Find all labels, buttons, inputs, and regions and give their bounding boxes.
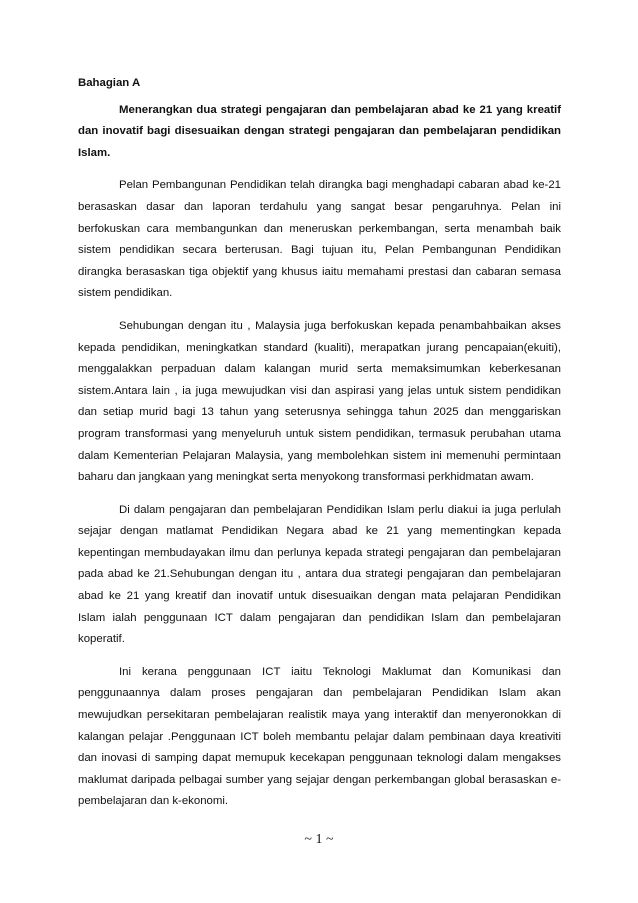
question-text: Menerangkan dua strategi pengajaran dan pembelajaran abad ke 21 yang kreatif dan inovatif bagi disesuaikan dengan strategi pengajaran dan pembelajaran pendidikan Islam. — [78, 103, 561, 159]
paragraph-1: Pelan Pembangunan Pendidikan telah dirangka bagi menghadapi cabaran abad ke-21 berasaskan dasar dan laporan terdahulu yang sangat besar pengaruhnya. Pelan ini berfokuskan cara membangunkan dan meneruskan perkembangan, serta menambah baik sistem pendidikan secara berterusan. Bagi tujuan itu, Pelan Pembangunan Pendidikan dirangka berasaskan tiga objektif yang khusus iaitu memahami prestasi dan cabaran semasa sistem pendidikan. — [78, 179, 561, 300]
paragraph-4: Ini kerana penggunaan ICT iaitu Teknologi Maklumat dan Komunikasi dan penggunaannya dalam proses pengajaran dan pembelajaran Pendidikan Islam akan mewujudkan persekitaran pembelajaran realistik maya yang interaktif dan menyeronokkan di kalangan pelajar .Penggunaan ICT boleh membantu pelajar dalam pembinaan daya kreativiti dan inovasi di samping dapat memupuk kecekapan penggunaan teknologi dalam mengakses maklumat daripada pelbagai sumber yang sejajar dengan perkembangan global berasaskan e-pembelajaran dan k-ekonomi. — [78, 665, 561, 808]
paragraph-3: Di dalam pengajaran dan pembelajaran Pendidikan Islam perlu diakui ia juga perlulah sejajar dengan matlamat Pendidikan Negara abad ke 21 yang mementingkan kepada kepentingan membudayakan ilmu dan perlunya kepada strategi pengajaran dan pembelajaran pada abad ke 21.Sehubungan dengan itu , antara dua strategi pengajaran dan pembelajaran abad ke 21 yang kreatif dan inovatif untuk disesuaikan dengan mata pelajaran Pendidikan Islam ialah penggunaan ICT dalam pengajaran dan pendidikan Islam dan pembelajaran koperatif. — [78, 503, 561, 646]
section-heading: Bahagian A — [78, 77, 141, 89]
document-page — [78, 73, 561, 824]
paragraph-2: Sehubungan dengan itu , Malaysia juga berfokuskan kepada penambahbaikan akses kepada pendidikan, meningkatkan standard (kualiti), merapatkan jurang pencapaian(ekuiti), menggalakkan perpaduan dalam kalangan murid serta memaksimumkan keberkesanan sistem.Antara lain , ia juga mewujudkan visi dan aspirasi yang jelas untuk sistem pendidikan dan setiap murid bagi 13 tahun yang seterusnya sehingga tahun 2025 dan menggariskan program transformasi yang menyeluruh untuk sistem pendidikan, termasuk perubahan utama dalam Kementerian Pelajaran Malaysia, yang membolehkan sistem ini memenuhi permintaan baharu dan jangkaan yang meningkat serta menyokong transformasi perkhidmatan awam. — [78, 319, 561, 484]
page-number: ~ 1 ~ — [304, 832, 334, 847]
